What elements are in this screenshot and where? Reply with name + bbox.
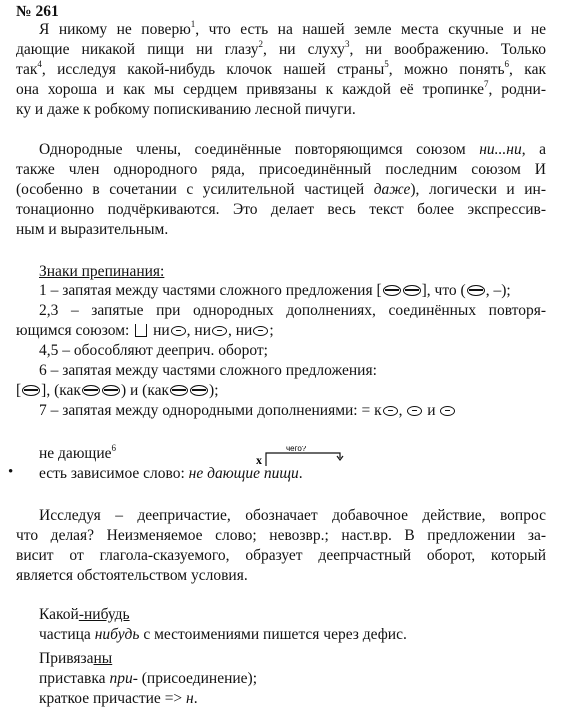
privyazany-participle-rule: краткое причастие => н. bbox=[39, 690, 198, 707]
subject-oval-icon bbox=[22, 385, 40, 396]
arrow-x-label: x bbox=[256, 453, 262, 467]
explanation-line-3: (особенно в сочетании с усилительной частицей даже), логически и ин- bbox=[16, 181, 546, 198]
subject-oval-icon bbox=[383, 285, 401, 296]
subject-oval-icon bbox=[467, 285, 485, 296]
member-oval-icon bbox=[440, 406, 455, 416]
punctuation-rule-3: ющимся союзом: ни , ни , ни ; bbox=[16, 322, 274, 339]
issleduya-line-3: висит от глагола-сказуемого, образует деепрчастный оборот, который bbox=[16, 547, 546, 564]
subject-oval-icon bbox=[190, 385, 208, 396]
punctuation-rule-6: [ ], (как ) и (как ); bbox=[16, 382, 219, 399]
arrow-question-label: чего? bbox=[286, 446, 307, 453]
explanation-line-5: ным и выразительным. bbox=[16, 221, 169, 238]
explanation-line-4: тонационно подчёркиваются. Это делает весь текст более экспрессив- bbox=[16, 201, 546, 218]
member-oval-icon bbox=[407, 406, 422, 416]
task-text-line-1: Я никому не поверю$^1$, что есть на нашей земле места скучные и не bbox=[39, 19, 547, 38]
issleduya-line-1: Исследуя – деепричастие, обозначает добавочное действие, вопрос bbox=[39, 507, 546, 524]
subject-oval-icon bbox=[170, 385, 188, 396]
member-oval-icon bbox=[212, 326, 227, 336]
word-ne-dayushchie: не дающие$^6$ bbox=[39, 443, 117, 462]
subject-oval-icon bbox=[102, 385, 120, 396]
task-text-line-2: дающие никакой пищи ни глазу$^2$, ни слуху$^3$, ни воображению. Только bbox=[16, 39, 546, 58]
punctuation-rule-4: 4,5 – обособляют дееприч. оборот; bbox=[39, 342, 268, 359]
privyazany-word: Привязаны bbox=[39, 650, 113, 667]
member-oval-icon bbox=[253, 326, 268, 336]
list-bullet: • bbox=[8, 464, 14, 480]
punctuation-rule-1: 1 – запятая между частями сложного предложения [ ], что ( , –); bbox=[39, 282, 511, 299]
member-oval-icon bbox=[171, 326, 186, 336]
task-text-line-3: так$^4$, исследуя какой-нибудь клочок нашей страны$^5$, можно понять$^6$, как bbox=[16, 59, 546, 78]
task-text-line-4: она хороша и как мы сердцем привязаны к каждой её тропинке$^7$, родни- bbox=[16, 79, 546, 98]
member-oval-icon bbox=[383, 406, 398, 416]
subject-oval-icon bbox=[403, 285, 421, 296]
issleduya-line-4: является обстоятельством условия. bbox=[16, 567, 248, 584]
punctuation-heading: Знаки препинания: bbox=[39, 263, 165, 280]
dependent-word-line: есть зависимое слово: не дающие пищи. bbox=[39, 465, 303, 482]
explanation-line-2: также член однородного ряда, присоединённый последним союзом И bbox=[16, 161, 546, 178]
explanation-line-1: Однородные члены, соединённые повторяющимся союзом ни...ни, а bbox=[39, 141, 546, 158]
punctuation-rule-2: 2,3 – запятые при однородных дополнениях, соединённых повторя- bbox=[39, 302, 546, 319]
subject-oval-icon bbox=[82, 385, 100, 396]
kakoy-nibud-rule: частица нибудь с местоимениями пишется через дефис. bbox=[39, 626, 407, 643]
union-bracket-icon bbox=[135, 324, 147, 337]
task-number: № 261 bbox=[16, 3, 59, 20]
punctuation-rule-7: 7 – запятая между однородными дополнениями: = к , и bbox=[39, 401, 456, 421]
issleduya-line-2: что делая? Неизменяемое слово; невозвр.; наст.вр. В предложении за- bbox=[16, 527, 546, 544]
kakoy-nibud-word: Какой-нибудь bbox=[39, 606, 130, 623]
privyazany-prefix-rule: приставка при- (присоединение); bbox=[39, 670, 258, 687]
task-text-line-5: ку и даже к робкому попискиванию лесной пичуги. bbox=[16, 101, 356, 118]
punctuation-rule-5: 6 – запятая между частями сложного предложения: bbox=[39, 362, 377, 379]
